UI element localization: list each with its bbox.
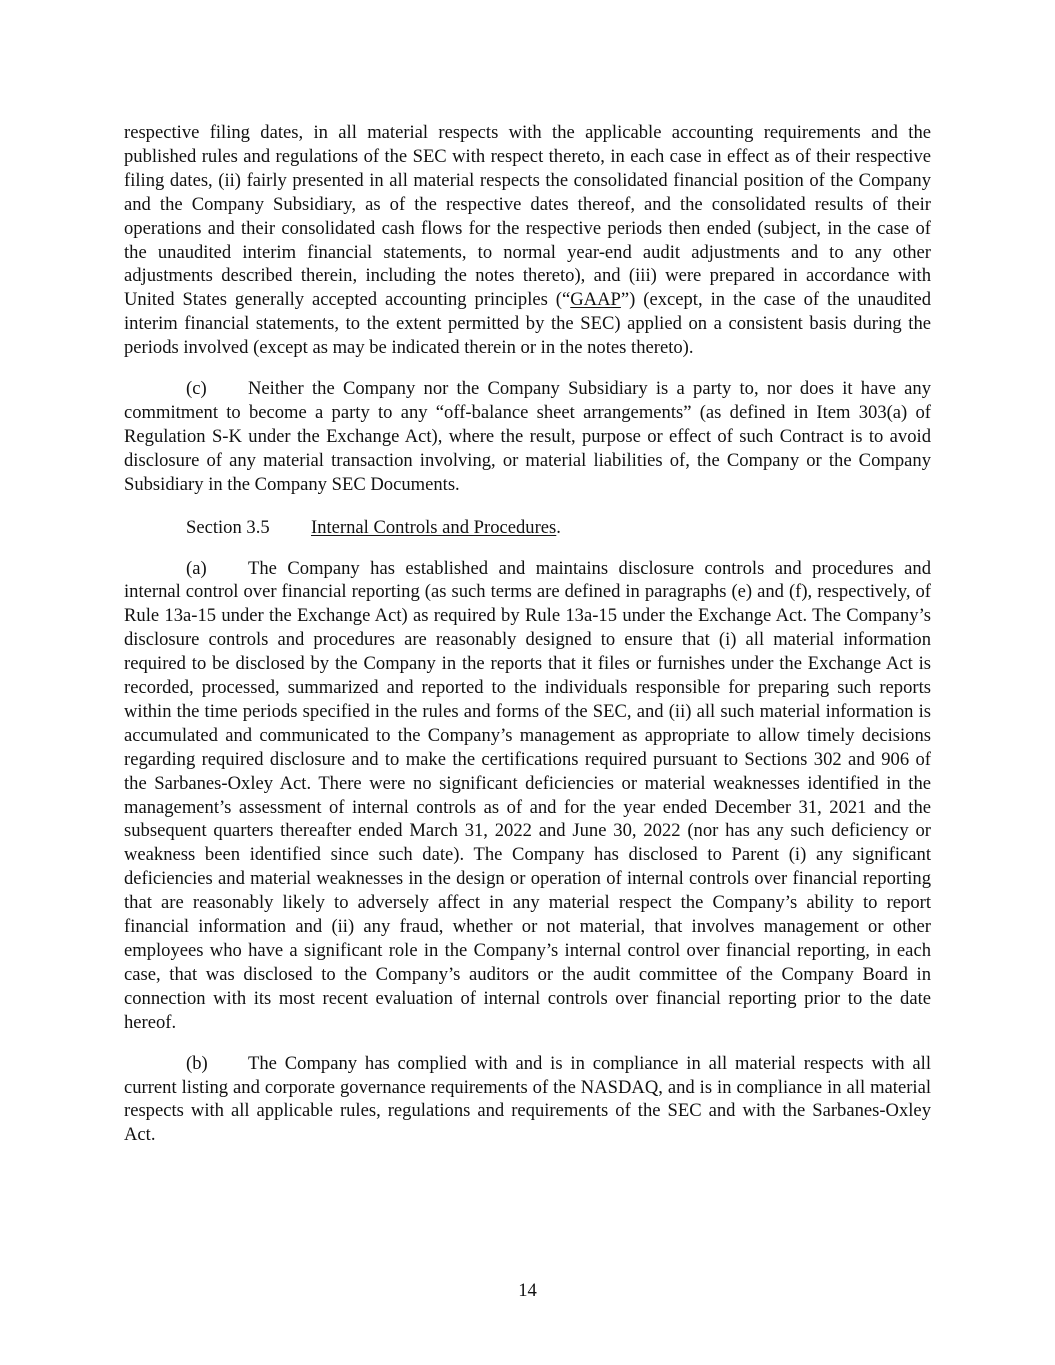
paragraph-c-label: (c) (186, 378, 207, 400)
paragraph-a-label: (a) (186, 557, 207, 579)
continuation-text-start: respective filing dates, in all material respects with the applicable accounting requirements and the published rules and regulations of the SEC with respect thereto, in each case in effect as of their respective filing dates, (ii) fairly presented in all material respects the consolidated financial position of the Company and the Company Subsidiary, as of the respective dates thereof, and the consolidated results of their operations and their consolidated cash flows for the respective periods then ended (subject, in the case of the unaudited interim financial statements, to normal year-end audit adjustments and to any other adjustments described therein, including the notes thereto), and (iii) were prepared in accordance with United States generally accepted accounting principles (“ (124, 122, 931, 311)
page-number: 14 (518, 1280, 537, 1301)
section-heading (124, 516, 931, 540)
document-page (124, 121, 931, 1147)
continuation-paragraph (124, 121, 931, 360)
paragraph-c (124, 377, 931, 497)
defined-term-gaap: GAAP (570, 289, 621, 311)
paragraph-b-label: (b) (186, 1052, 208, 1074)
paragraph-a-text: The Company has established and maintains disclosure controls and procedures and internal control over financial reporting (as such terms are defined in paragraphs (e) and (f), respectively, of Rule 13a-15 under the Exchange Act) as required by Rule 13a-15 under the Exchange Act. The Company’s disclosure controls and procedures are reasonably designed to ensure that (i) all material information required to be disclosed by the Company in the reports that it files or furnishes under the Exchange Act is recorded, processed, summarized and reported to the individuals responsible for preparing such reports within the time periods specified in the rules and forms of the SEC, and (ii) all such material information is accumulated and communicated to the Company’s management as appropriate to allow timely decisions regarding required disclosure and to make the certifications required pursuant to Sections 302 and 906 of the Sarbanes-Oxley Act. There were no significant deficiencies or material weaknesses identified in the management’s assessment of internal controls as of and for the year ended December 31, 2021 and the subsequent quarters thereafter ended March 31, 2022 and June 30, 2022 (nor has any such deficiency or weakness been identified since such date). The Company has disclosed to Parent (i) any significant deficiencies and material weaknesses in the design or operation of internal controls over financial reporting that are reasonably likely to adversely affect in any material respect the Company’s ability to report financial information and (ii) any fraud, whether or not material, that involves management or other employees who have a significant role in the Company’s internal control over financial reporting, in each case, that was disclosed to the Company’s auditors or the audit committee of the Company Board in connection with its most recent evaluation of internal controls over financial reporting prior to the date hereof. (124, 557, 931, 1033)
paragraph-a (124, 557, 931, 1035)
paragraph-b (124, 1052, 931, 1148)
continuation-text-end: ”) (except, in the case of the unaudited interim financial statements, to the extent permitted by the SEC) applied on a consistent basis during the periods involved (except as may be indicated therein or in the notes thereto). (124, 289, 932, 359)
section-title: Internal Controls and Procedures (311, 516, 557, 538)
section-title-period: . (556, 516, 561, 538)
section-number: Section 3.5 (186, 516, 270, 538)
paragraph-b-text: The Company has complied with and is in compliance in all material respects with all current listing and corporate governance requirements of the NASDAQ, and is in compliance in all material respects with all applicable rules, regulations and requirements of the SEC and with the Sarbanes-Oxley Act. (124, 1052, 931, 1146)
paragraph-c-text: Neither the Company nor the Company Subsidiary is a party to, nor does it have any commitment to become a party to any “off-balance sheet arrangements” (as defined in Item 303(a) of Regulation S-K under the Exchange Act), where the result, purpose or effect of such Contract is to avoid disclosure of any material transaction involving, or material liabilities of, the Company or the Company Subsidiary in the Company SEC Documents. (124, 378, 931, 495)
